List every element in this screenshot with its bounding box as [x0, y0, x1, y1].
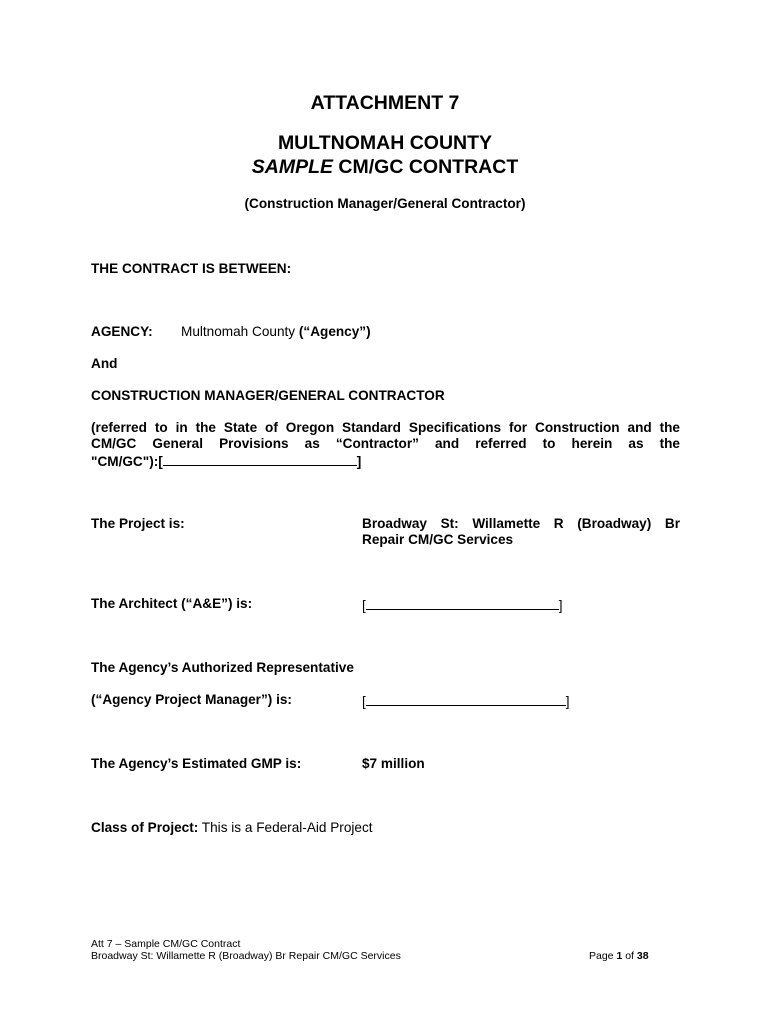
between-heading: THE CONTRACT IS BETWEEN:: [91, 261, 292, 276]
representative-label-line-1: The Agency’s Authorized Representative: [91, 660, 354, 675]
county-title: MULTNOMAH COUNTY: [277, 132, 493, 154]
footer-line-1: Att 7 – Sample CM/GC Contract: [91, 938, 241, 950]
gmp-value: $7 million: [362, 756, 425, 771]
cmgc-heading: CONSTRUCTION MANAGER/GENERAL CONTRACTOR: [91, 388, 445, 403]
project-value-line-2: Repair CM/GC Services: [362, 532, 514, 547]
referred-line-1: (referred to in the State of Oregon Standard Specifications for Construction and the: [91, 420, 680, 435]
referred-line-2: CM/GC General Provisions as “Contractor” and referred to herein as the: [91, 436, 680, 451]
representative-value: [362, 692, 570, 709]
cmgc-name-blank: [163, 452, 357, 466]
cmgc-alias-text: "CM/GC"):[: [91, 454, 163, 469]
contract-title: [0, 156, 770, 179]
class-of-project: [91, 820, 373, 835]
agency-name: Multnomah County: [181, 324, 299, 339]
agency-alias: (“Agency”): [298, 324, 371, 339]
architect-value: [362, 596, 563, 613]
representative-bracket-close: ]: [565, 694, 570, 709]
footer-line-2: Broadway St: Willamette R (Broadway) Br Repair CM/GC Services: [91, 950, 401, 962]
sample-word: SAMPLE: [251, 156, 334, 178]
attachment-title: ATTACHMENT 7: [310, 92, 460, 114]
page-prefix: Page: [589, 950, 617, 962]
page-total: 38: [636, 950, 649, 962]
architect-bracket-open: [: [362, 598, 366, 613]
referred-line-3: [91, 452, 361, 469]
page-number: [589, 950, 649, 962]
project-value-line-1: Broadway St: Willamette R (Broadway) Br: [362, 516, 680, 531]
representative-bracket-open: [: [362, 694, 366, 709]
representative-label-line-2: (“Agency Project Manager”) is:: [91, 692, 292, 707]
class-label: Class of Project:: [91, 820, 199, 835]
representative-blank: [366, 692, 566, 706]
class-value: This is a Federal-Aid Project: [198, 820, 373, 835]
architect-blank: [366, 596, 559, 610]
contract-subtitle: (Construction Manager/General Contractor): [244, 196, 526, 211]
project-label: The Project is:: [91, 516, 185, 531]
page-of: of: [622, 950, 637, 962]
architect-bracket-close: ]: [558, 598, 563, 613]
agency-label: AGENCY:: [91, 324, 153, 339]
gmp-label: The Agency’s Estimated GMP is:: [91, 756, 302, 771]
cmgc-bracket-close: ]: [356, 454, 362, 469]
contract-title-text: CM/GC CONTRACT: [333, 156, 519, 178]
page-current: 1: [616, 950, 623, 962]
architect-label: The Architect (“A&E”) is:: [91, 596, 253, 611]
and-label: And: [91, 356, 118, 371]
agency-value: [181, 324, 371, 339]
